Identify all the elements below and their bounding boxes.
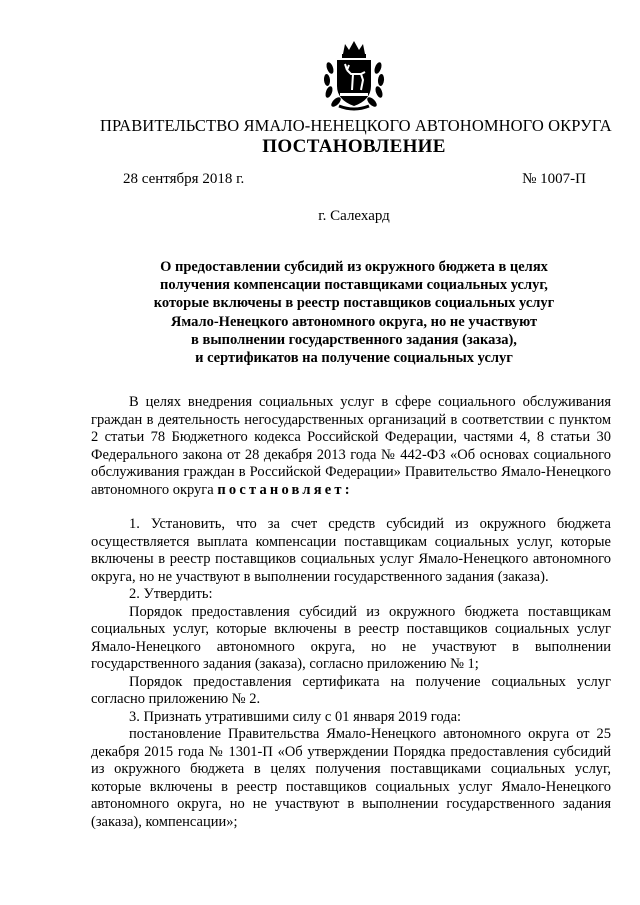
title-line: Ямало-Ненецкого автономного округа, но не участвуют: [170, 313, 538, 330]
clause-3: 3. Признать утратившими силу с 01 января 2019 года:: [129, 708, 462, 725]
intro-text: В целях внедрения социальных услуг в сфере социального обслуживания граждан в деятельность негосударственных организаций в соответствии с пунктом 2 статьи 78 Бюджетного кодекса Российской Федерации, частями 4, 8 статьи 30 Федерального закона от 28 декабря 2013 года № 442-ФЗ «Об основах социального обслуживания граждан в Российской Федерации» Правительство Ямало-Ненецкого автономного округа: [91, 394, 611, 498]
coat-of-arms-emblem: [321, 38, 387, 112]
title-line: и сертификатов на получение социальных услуг: [195, 350, 513, 367]
clause-2b: Порядок предоставления сертификата на получение социальных услуг согласно приложению № 2.: [91, 673, 611, 707]
government-name: ПРАВИТЕЛЬСТВО ЯМАЛО-НЕНЕЦКОГО АВТОНОМНОГО ОКРУГА: [100, 116, 612, 135]
intro-paragraph: [91, 394, 611, 499]
clause-2: 2. Утвердить:: [129, 586, 213, 602]
resolution-verb: постановляет:: [217, 481, 353, 498]
document-city: г. Салехард: [318, 208, 390, 224]
title-line: О предоставлении субсидий из окружного бюджета в целях: [160, 259, 548, 275]
clause-3a: постановление Правительства Ямало-Ненецкого автономного округа от 25 декабря 2015 года № 1301-П «Об утверждении Порядка предоставления субсидий из окружного бюджета в целях получения поставщиками социальных услуг, которые включены в реестр поставщиков социальных услуг Ямало-Ненецкого автономного округа, но не участвуют в выполнении государственного задания (заказа), компенсации»;: [91, 726, 611, 830]
document-number: № 1007-П: [522, 171, 586, 187]
clause-1: 1. Установить, что за счет средств субсидий из окружного бюджета осуществляется выплата компенсации поставщикам социальных услуг, которые включены в реестр поставщиков социальных услуг Ямало-Ненецкого автономного округа, но не участвуют в выполнении государственного задания (заказа).: [91, 516, 611, 585]
title-line: получения компенсации поставщиками социальных услуг,: [160, 277, 548, 294]
document-body: [91, 394, 611, 831]
title-line: в выполнении государственного задания (заказа),: [191, 331, 517, 348]
document-title: [100, 258, 608, 367]
paragraph-gap: [91, 499, 611, 516]
document-type: ПОСТАНОВЛЕНИЕ: [262, 136, 446, 157]
clause-2a: Порядок предоставления субсидий из окружного бюджета поставщикам социальных услуг, которые включены в реестр поставщиков социальных услуг Ямало-Ненецкого автономного округа, но не участвуют в выполнении государственного задания (заказа), согласно приложению № 1;: [91, 603, 611, 672]
title-line: которые включены в реестр поставщиков социальных услуг: [153, 295, 555, 312]
document-date: 28 сентября 2018 г.: [123, 171, 245, 187]
